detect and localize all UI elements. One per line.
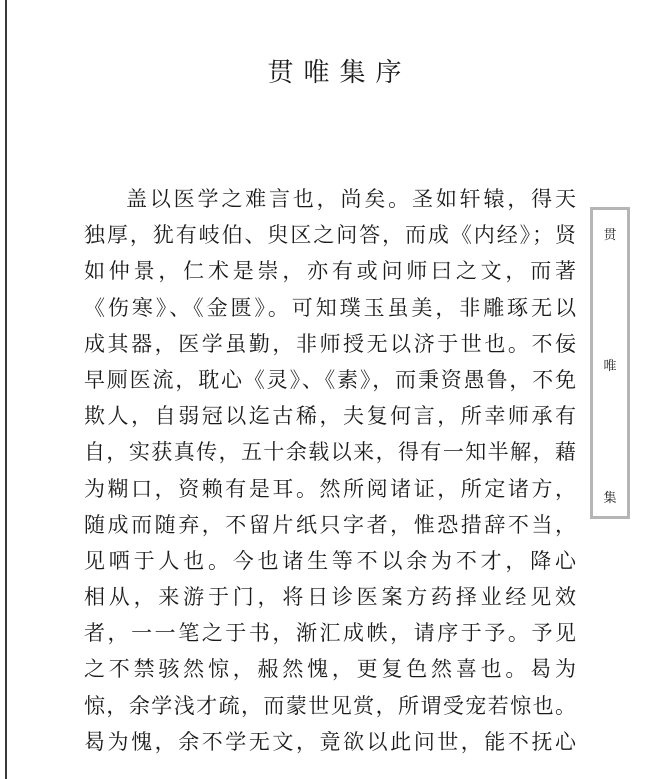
body-line: 欺人，自弱冠以迄古稀，夫复何言，所幸师承有 <box>84 404 576 429</box>
body-line: 成其器，医学虽勤，非师授无以济于世也。不佞 <box>84 331 576 356</box>
side-tab-char: 唯 <box>603 359 617 374</box>
body-line: 见哂于人也。今也诸生等不以余为不才，降心 <box>84 548 576 573</box>
page-spine-line <box>5 0 7 779</box>
preface-body <box>84 181 576 760</box>
body-line: 早厕医流，耽心《灵》、《素》，而秉资愚鲁，不免 <box>84 367 576 392</box>
body-line: 之不禁骇然惊，赧然愧，更复色然喜也。曷为 <box>84 657 576 682</box>
body-line: 盖以医学之难言也，尚矣。圣如轩辕，得天 <box>126 187 576 211</box>
page-title: 贯唯集序 <box>267 58 412 88</box>
body-line: 曷为愧，余不学无文，竟欲以此问世，能不抚心 <box>84 729 576 754</box>
side-tab-char: 贯 <box>603 228 617 243</box>
body-line: 如仲景，仁术是崇，亦有或问师曰之文，而著 <box>84 259 576 284</box>
body-line: 随成而随弃，不留片纸只字者，惟恐措辞不当， <box>84 512 576 537</box>
body-line: 惊，余学浅才疏，而蒙世见赏，所谓受宠若惊也。 <box>84 693 576 718</box>
body-line: 《伤寒》、《金匮》。可知璞玉虽美，非雕琢无以 <box>84 295 576 320</box>
side-tab-char: 集 <box>603 491 617 506</box>
body-line: 为糊口，资赖有是耳。然所阅诸证，所定诸方， <box>84 476 576 501</box>
body-line: 相从，来游于门，将日诊医案方药择业经见效 <box>84 585 576 610</box>
side-tab <box>590 207 630 519</box>
body-line: 独厚，犹有岐伯、臾区之问答，而成《内经》；贤 <box>84 223 576 248</box>
body-line: 自，实获真传，五十余载以来，得有一知半解，藉 <box>84 440 576 465</box>
body-line: 者，一一笔之于书，渐汇成帙，请序于予。予见 <box>84 621 576 646</box>
